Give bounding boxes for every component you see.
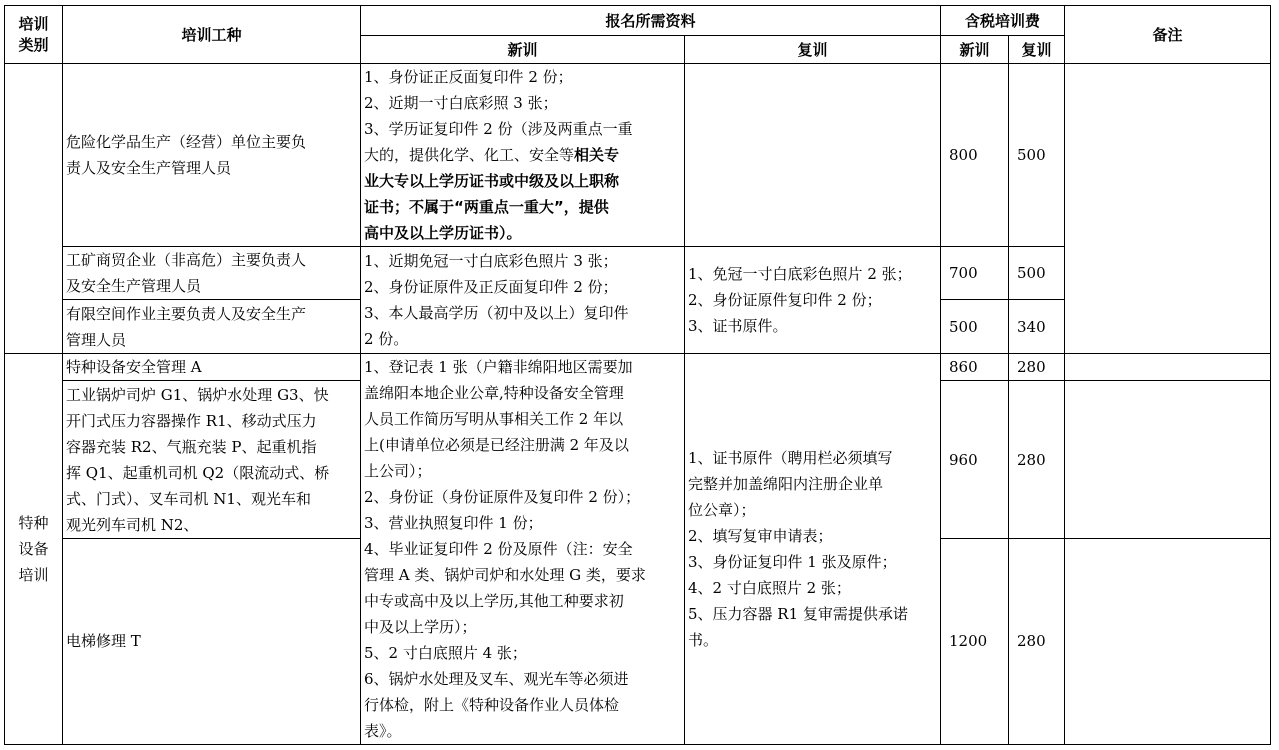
fee-re-confined: 340	[1009, 300, 1065, 354]
fee-re-boiler: 280	[1009, 381, 1065, 539]
header-fee: 含税培训费	[941, 6, 1065, 36]
fee-re-hazchem: 500	[1009, 64, 1065, 247]
header-fee-re: 复训	[1009, 36, 1065, 64]
fee-new-industry: 700	[941, 247, 1009, 300]
header-fee-new: 新训	[941, 36, 1009, 64]
header-materials-new: 新训	[361, 36, 685, 64]
new-materials-industry-confined: 1、近期免冠一寸白底彩色照片 3 张； 2、身份证原件及正反面复印件 2 份； 3、本人最高学历（初中及以上）复印件 2 份。	[361, 247, 685, 354]
header-materials: 报名所需资料	[361, 6, 941, 36]
header-job-type: 培训工种	[63, 6, 361, 64]
category-cell-general	[5, 64, 63, 354]
new-materials-hazchem: 1、身份证正反面复印件 2 份； 2、近期一寸白底彩照 3 张； 3、学历证复印件 2 份（涉及两重点一重 大的，提供化学、化工、安全等相关专 业大专以上学历证书或中级及以上职称 证书；不属于“两重点一重大”，提供 高中及以上学历证书）。	[361, 64, 685, 247]
table-row-special-mgmt	[5, 354, 1271, 381]
fee-new-elevator: 1200	[941, 538, 1009, 744]
header-materials-re: 复训	[685, 36, 941, 64]
header-row-top	[5, 6, 1271, 36]
re-materials-industry-confined: 1、免冠一寸白底彩色照片 2 张； 2、身份证原件复印件 2 份； 3、证书原件。	[685, 247, 941, 354]
remark-cell-general	[1065, 64, 1271, 354]
job-name-confined: 有限空间作业主要负责人及安全生产 管理人员	[63, 300, 361, 354]
re-materials-special: 1、证书原件（聘用栏必须填写 完整并加盖绵阳内注册企业单 位公章）； 2、填写复审申请表； 3、身份证复印件 1 张及原件； 4、2 寸白底照片 2 张； 5、压力容器 R1 复审需提供承诺 书。	[685, 354, 941, 745]
re-materials-hazchem	[685, 64, 941, 247]
remark-elevator	[1065, 538, 1271, 744]
header-remark: 备注	[1065, 6, 1271, 64]
header-category: 培训 类别	[5, 6, 63, 64]
fee-new-hazchem: 800	[941, 64, 1009, 247]
job-name-special-mgmt: 特种设备安全管理 A	[63, 354, 361, 381]
training-table	[4, 5, 1271, 745]
fee-new-confined: 500	[941, 300, 1009, 354]
category-cell-special: 特种 设备 培训	[5, 354, 63, 745]
job-name-boiler: 工业锅炉司炉 G1、锅炉水处理 G3、快 开门式压力容器操作 R1、移动式压力 容器充装 R2、气瓶充装 P、起重机指 挥 Q1、起重机司机 Q2（限流动式、桥 式、门式）、叉车司机 N1、观光车和 观光列车司机 N2、	[63, 381, 361, 539]
fee-re-elevator: 280	[1009, 538, 1065, 744]
job-name-industry: 工矿商贸企业（非高危）主要负责人 及安全生产管理人员	[63, 247, 361, 300]
job-name-hazchem: 危险化学品生产（经营）单位主要负 责人及安全生产管理人员	[63, 64, 361, 247]
fee-re-special-mgmt: 280	[1009, 354, 1065, 381]
fee-new-special-mgmt: 860	[941, 354, 1009, 381]
training-table-wrapper	[4, 5, 1271, 745]
remark-boiler	[1065, 381, 1271, 539]
fee-re-industry: 500	[1009, 247, 1065, 300]
remark-special-mgmt	[1065, 354, 1271, 381]
fee-new-boiler: 960	[941, 381, 1009, 539]
table-row-hazchem	[5, 64, 1271, 247]
job-name-elevator: 电梯修理 T	[63, 538, 361, 744]
new-materials-special: 1、登记表 1 张（户籍非绵阳地区需要加 盖绵阳本地企业公章,特种设备安全管理 人员工作简历写明从事相关工作 2 年以 上(申请单位必须是已经注册满 2 年及以 上公司）； 2、身份证（身份证原件及复印件 2 份）； 3、营业执照复印件 1 份； 4、毕业证复印件 2 份及原件（注：安全 管理 A 类、锅炉司炉和水处理 G 类，要求 中专或高中及以上学历,其他工种要求初 中及以上学历）； 5、2 寸白底照片 4 张； 6、锅炉水处理及叉车、观光车等必须进 行体检，附上《特种设备作业人员体检 表》。	[361, 354, 685, 745]
